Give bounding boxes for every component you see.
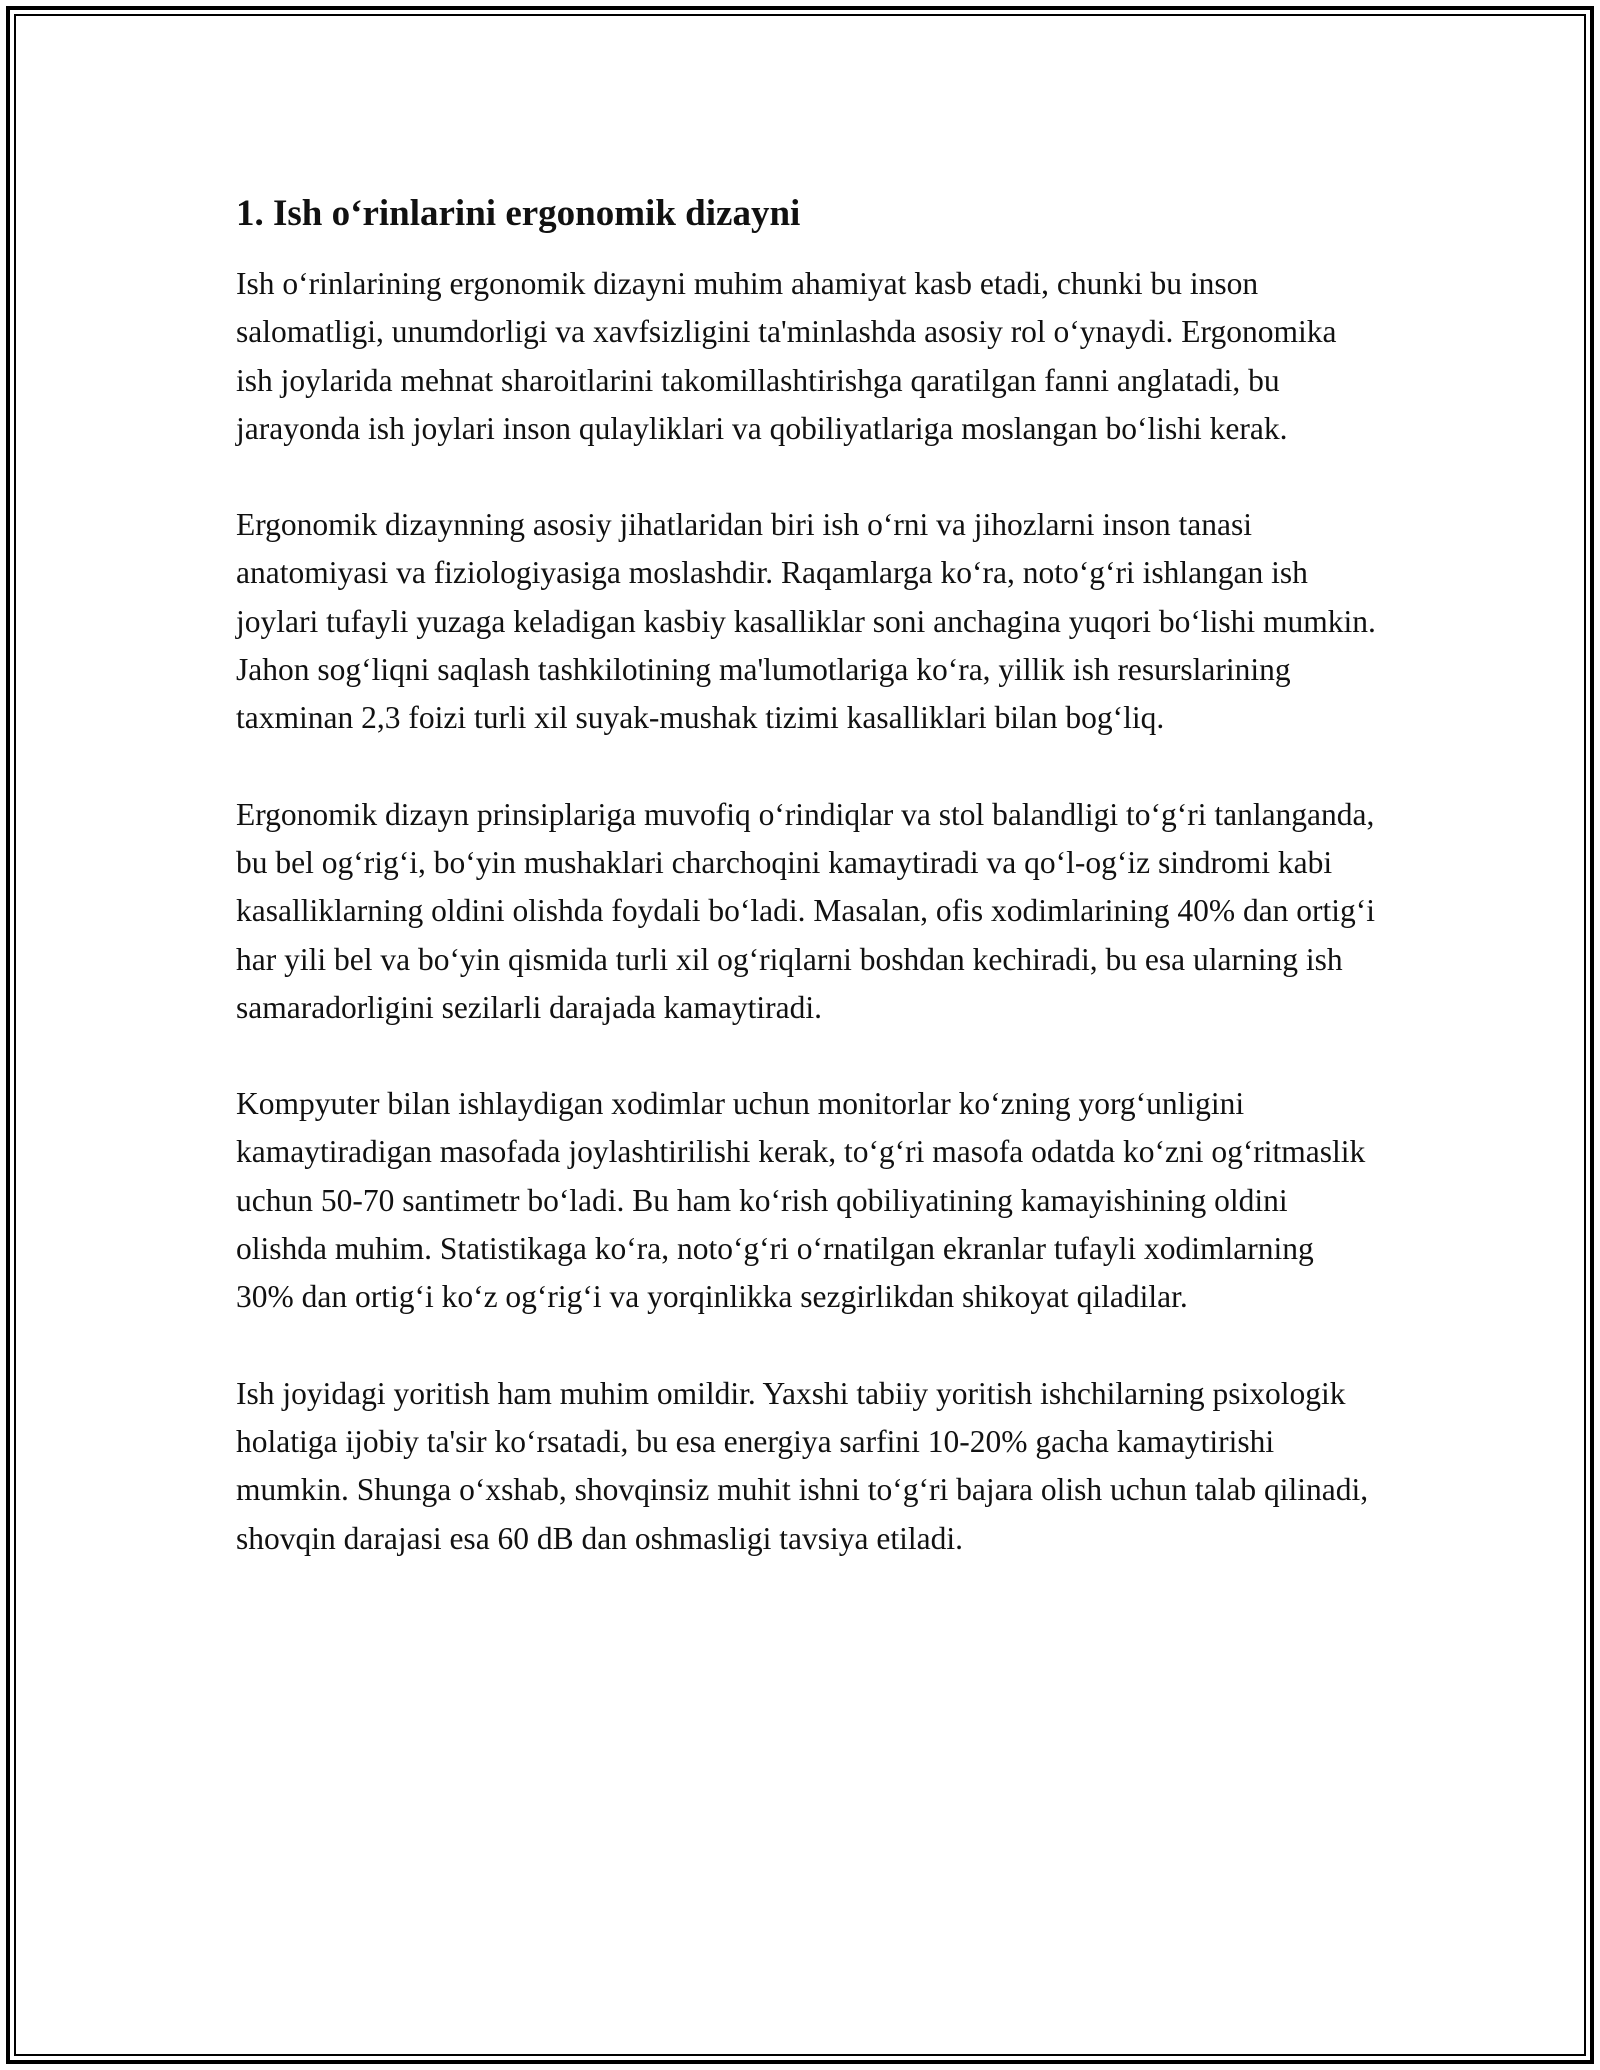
paragraph-1: Ish o‘rinlarining ergonomik dizayni muhim ahamiyat kasb etadi, chunki bu inson salomatligi, unumdorligi va xavfsizligini ta'minlashda asosiy rol o‘ynaydi. Ergonomika ish joylarida mehnat sharoitlarini takomillashtirishga qaratilgan fanni anglatadi, bu jarayonda ish joylari inson qulayliklari va qobiliyatlariga moslangan bo‘lishi kerak. — [236, 266, 1337, 446]
paragraph-3: Ergonomik dizayn prinsiplariga muvofiq o‘rindiqlar va stol balandligi to‘g‘ri tanlanganda, bu bel og‘rig‘i, bo‘yin mushaklari charchoqini kamaytiradi va qo‘l-og‘iz sindromi kabi kasalliklarning oldini olishda foydali bo‘ladi. Masalan, ofis xodimlarining 40% dan ortig‘i har yili bel va bo‘yin qismida turli xil og‘riqlarni boshdan kechiradi, bu esa ularning ish samaradorligini sezilarli darajada kamaytiradi. — [236, 796, 1376, 1025]
section-title: 1. Ish o‘rinlarini ergonomik dizayni — [236, 193, 801, 234]
paragraph-2: Ergonomik dizaynning asosiy jihatlaridan biri ish o‘rni va jihozlarni inson tanasi anatomiyasi va fiziologiyasiga moslashdir. Raqamlarga ko‘ra, noto‘g‘ri ishlangan ish joylari tufayli yuzaga keladigan kasbiy kasalliklar soni anchagina yuqori bo‘lishi mumkin. Jahon sog‘liqni saqlash tashkilotining ma'lumotlariga ko‘ra, yillik ish resurslarining taxminan 2,3 foizi turli xil suyak-mushak tizimi kasalliklari bilan bog‘liq. — [236, 507, 1376, 736]
paragraph-5: Ish joyidagi yoritish ham muhim omildir. Yaxshi tabiiy yoritish ishchilarning psixologik holatiga ijobiy ta'sir ko‘rsatadi, bu esa energiya sarfini 10-20% gacha kamaytirishi mumkin. Shunga o‘xshab, shovqinsiz muhit ishni to‘g‘ri bajara olish uchun talab qilinadi, shovqin darajasi esa 60 dB dan oshmasligi tavsiya etiladi. — [236, 1375, 1369, 1556]
document-page — [236, 188, 1376, 1611]
paragraph-4: Kompyuter bilan ishlaydigan xodimlar uchun monitorlar ko‘zning yorg‘unligini kamaytiradigan masofada joylashtirilishi kerak, to‘g‘ri masofa odatda ko‘zni og‘ritmaslik uchun 50-70 santimetr bo‘ladi. Bu ham ko‘rish qobiliyatining kamayishining oldini olishda muhim. Statistikaga ko‘ra, noto‘g‘ri o‘rnatilgan ekranlar tufayli xodimlarning 30% dan ortig‘i ko‘z og‘rig‘i va yorqinlikka sezgirlikdan shikoyat qiladilar. — [236, 1086, 1366, 1315]
